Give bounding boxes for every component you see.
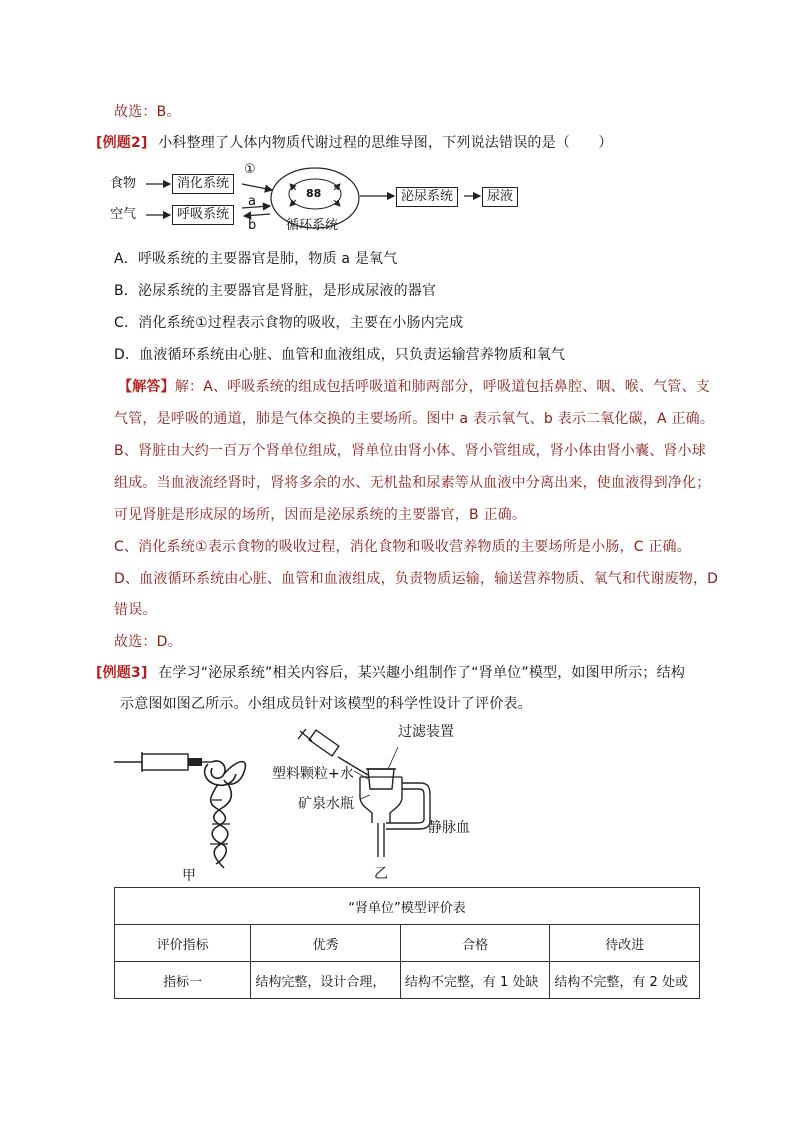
figure-yi-label: 乙 [374, 866, 388, 882]
diagram-center-symbol: 88 [306, 187, 322, 200]
table-cell: 结构不完整，有 2 处或 [550, 962, 700, 999]
diagram-circulation-system: 循环系统 [286, 218, 339, 233]
diagram-air: 空气 [110, 207, 137, 222]
diagram-urinary-system: 泌尿系统 [396, 187, 458, 207]
q1-answer: 故选：B。 [114, 104, 181, 120]
q2-analysis-line-8: 错误。 [114, 602, 157, 618]
table-cell: 结构完整，设计合理， [251, 962, 401, 999]
table-header-cell: 评价指标 [115, 925, 251, 962]
q2-analysis-line-5: 可见肾脏是形成尿的场所，因而是泌尿系统的主要器官，B 正确。 [114, 507, 527, 523]
diagram-respiratory-system: 呼吸系统 [172, 205, 234, 225]
table-header-row [115, 925, 700, 962]
label-venous-blood: 静脉血 [428, 820, 470, 836]
figure-jia-label: 甲 [182, 868, 196, 884]
q2-analysis-line-6: C、消化系统①表示食物的吸收过程，消化食物和吸收营养物质的主要场所是小肠，C 正确。 [114, 539, 691, 555]
diagram-mark-a: a [248, 194, 256, 209]
q2-stem: 小科整理了人体内物质代谢过程的思维导图，下列说法错误的是（ ） [158, 135, 613, 151]
q2-analysis-line-2: 气管，是呼吸的通道，肺是气体交换的主要场所。图中 a 表示氧气、b 表示二氧化碳，A 正确。 [114, 411, 715, 427]
diagram-mark-b: b [248, 218, 257, 233]
table-header-cell: 优秀 [251, 925, 401, 962]
q2-analysis-line-4: 组成。当血液流经肾时，肾将多余的水、无机盐和尿素等从血液中分离出来，使血液得到净化； [114, 475, 711, 491]
label-plastic-particles-water: 塑料颗粒+水 [272, 766, 354, 782]
q2-analysis-line-3: B、肾脏由大约一百万个肾单位组成，肾单位由肾小体、肾小管组成，肾小体由肾小囊、肾小球 [114, 443, 707, 459]
analysis-text-1: 解：A、呼吸系统的组成包括呼吸道和肺两部分，呼吸道包括鼻腔、咽、喉、气管、支 [174, 379, 710, 395]
q2-analysis-line-7: D、血液循环系统由心脏、血管和血液组成，负责物质运输，输送营养物质、氧气和代谢废物，D [114, 571, 719, 587]
q2-option-c: C．消化系统①过程表示食物的吸收，主要在小肠内完成 [114, 315, 464, 331]
table-row [115, 962, 700, 999]
q2-label: [例题2] [96, 135, 148, 151]
diagram-mark-1: ① [244, 162, 256, 177]
figure-jia [112, 740, 272, 880]
q3-stem-line-1 [96, 663, 685, 683]
q3-stem-line-2: 示意图如图乙所示。小组成员针对该模型的科学性设计了评价表。 [120, 696, 532, 712]
metabolism-diagram [110, 160, 540, 240]
table-cell: 指标一 [115, 962, 251, 999]
diagram-food: 食物 [110, 176, 137, 191]
q2-analysis-line-1 [118, 377, 710, 397]
table-header-cell: 待改进 [550, 925, 700, 962]
q3-stem-1: 在学习“泌尿系统”相关内容后，某兴趣小组制作了“肾单位”模型，如图甲所示；结构 [158, 665, 686, 681]
q2-option-a: A．呼吸系统的主要器官是肺，物质 a 是氧气 [114, 251, 398, 267]
kidney-model-drawing [112, 740, 272, 880]
table-header-cell: 合格 [400, 925, 550, 962]
table-cell: 结构不完整，有 1 处缺 [400, 962, 550, 999]
label-filter-device: 过滤装置 [398, 724, 454, 740]
diagram-urine: 尿液 [482, 187, 518, 207]
evaluation-table [114, 887, 700, 999]
q2-stem-line [96, 133, 613, 153]
label-mineral-water-bottle: 矿泉水瓶 [298, 796, 354, 812]
table-title-row [115, 888, 700, 925]
diagram-digestive-system: 消化系统 [172, 174, 234, 194]
q3-label: [例题3] [96, 665, 148, 681]
table-title: “肾单位”模型评价表 [115, 888, 700, 925]
analysis-label: 【解答】 [118, 379, 175, 395]
q2-option-d: D．血液循环系统由心脏、血管和血液组成，只负责运输营养物质和氧气 [114, 347, 566, 363]
q2-answer: 故选：D。 [114, 634, 182, 650]
q2-option-b: B．泌尿系统的主要器官是肾脏，是形成尿液的器官 [114, 283, 437, 299]
